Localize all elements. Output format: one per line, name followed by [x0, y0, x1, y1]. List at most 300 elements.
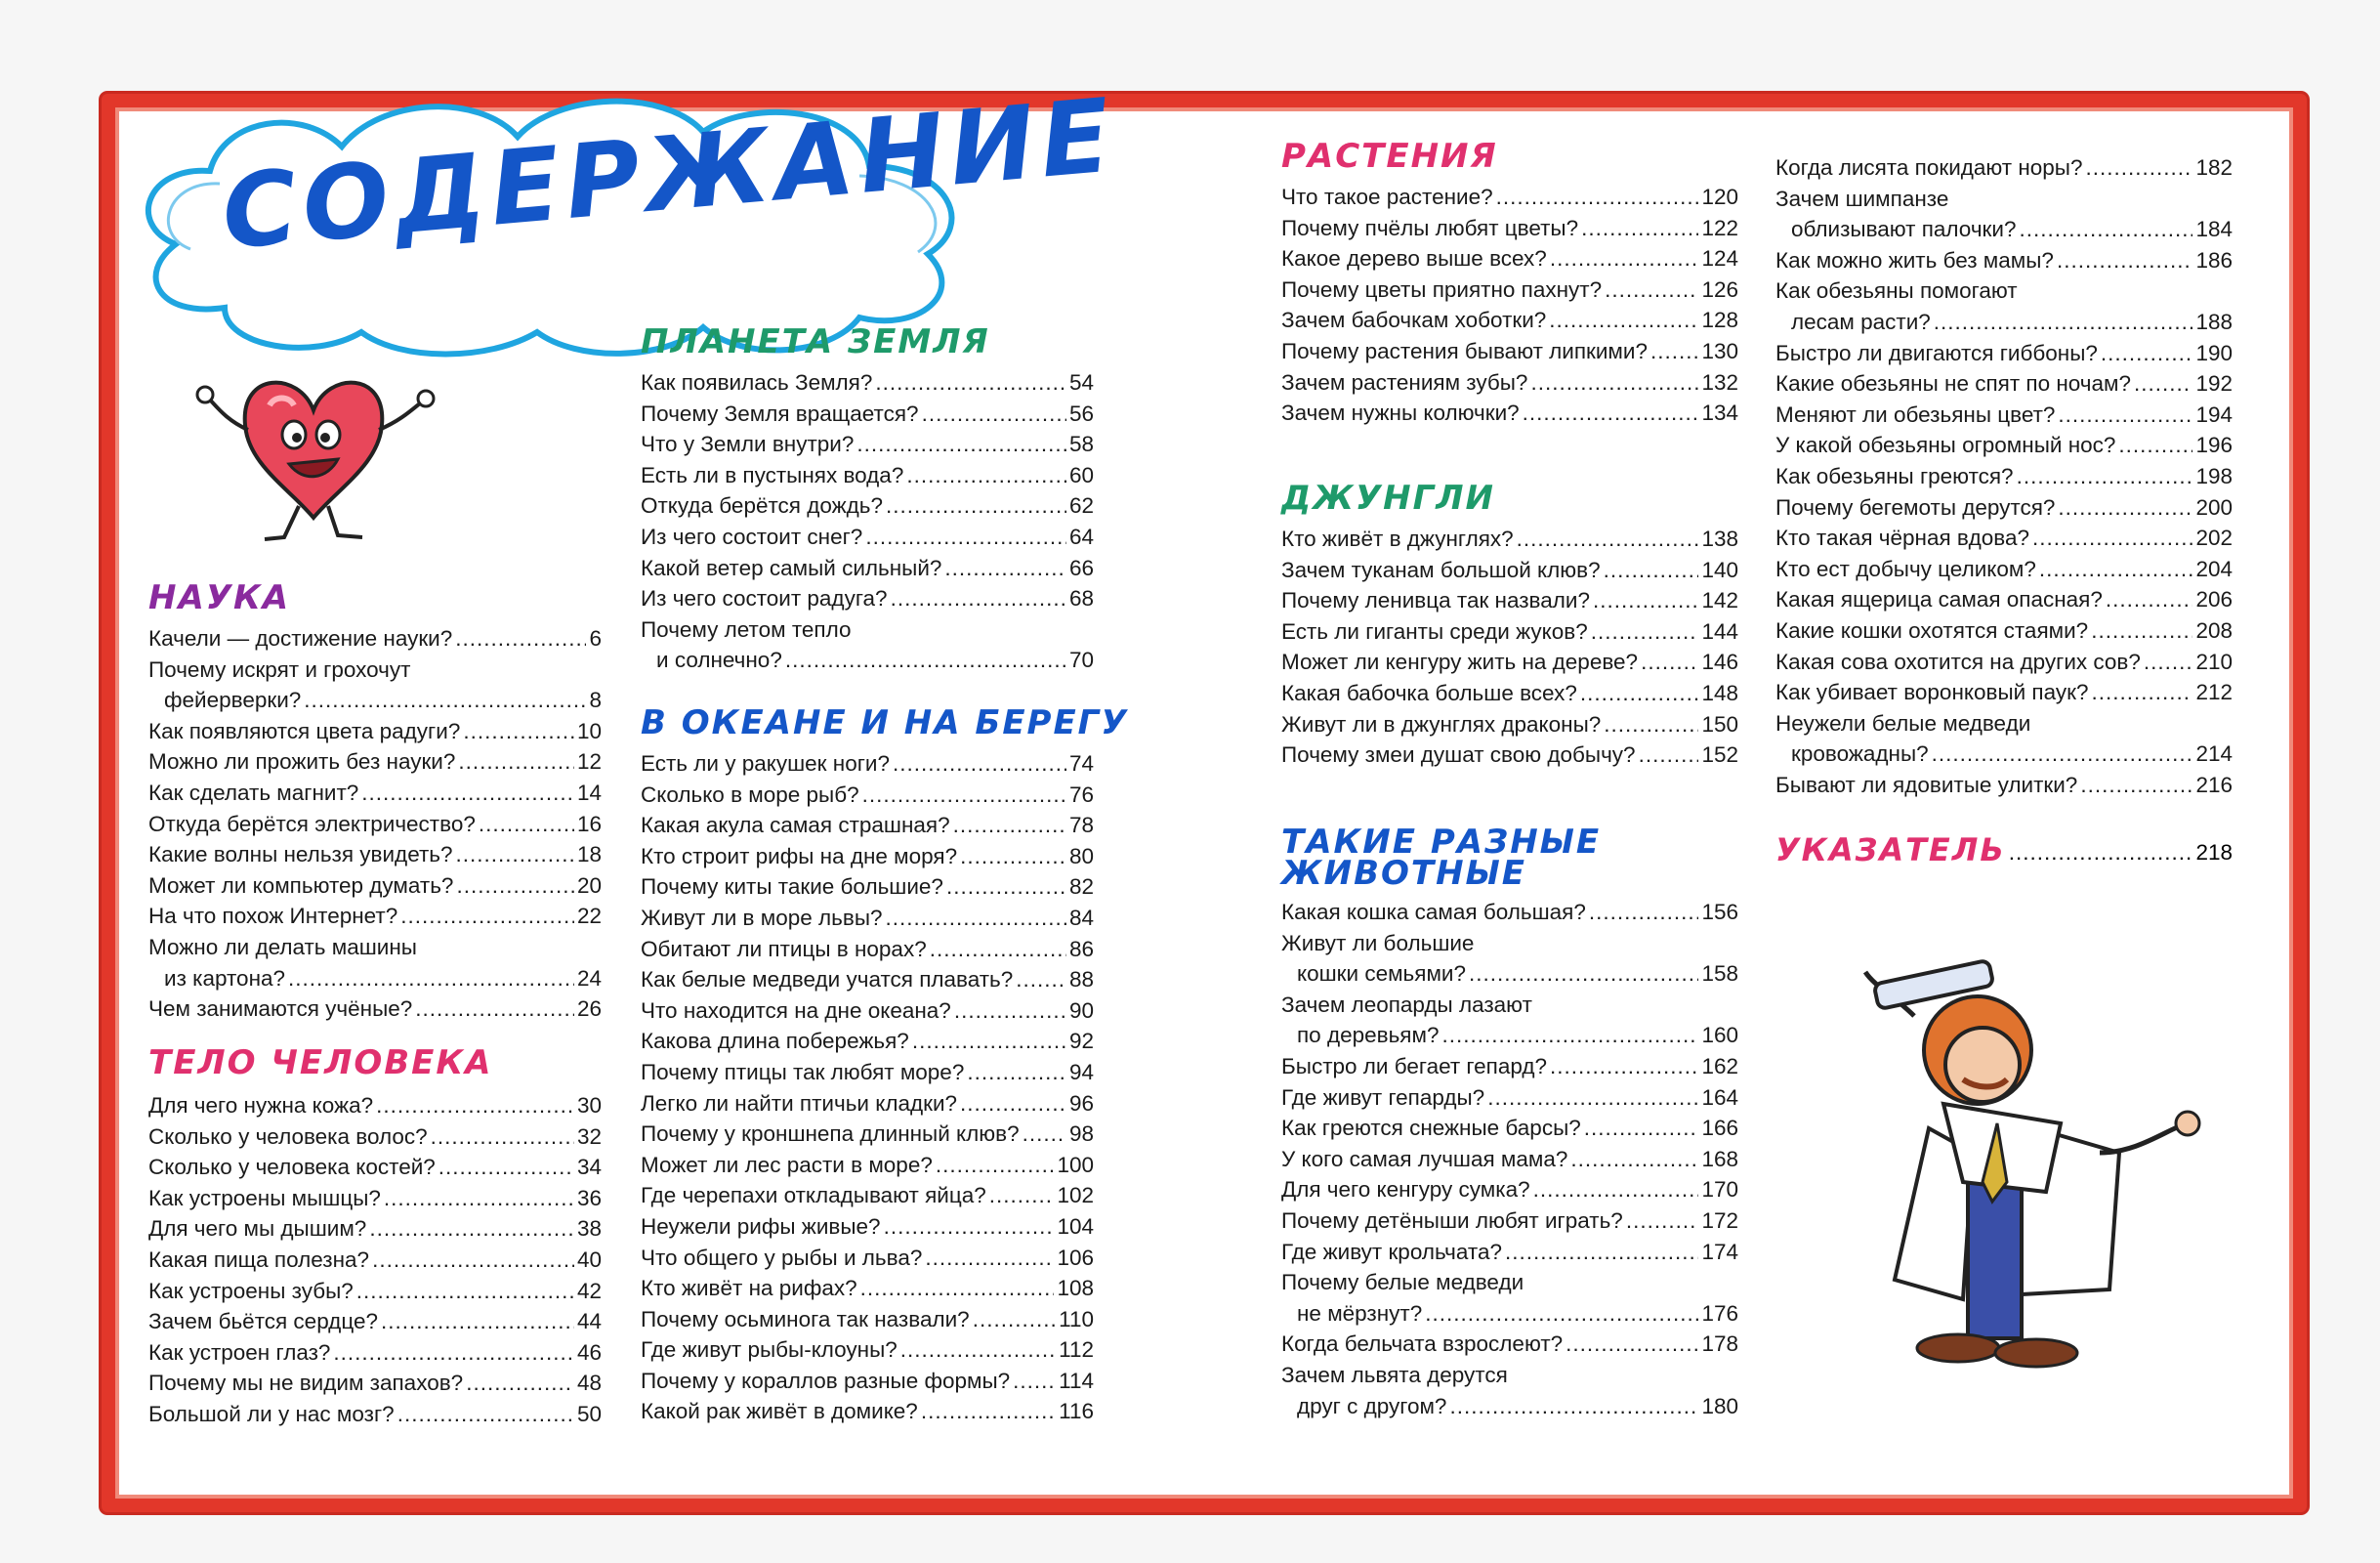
toc-entry-page: 22 — [576, 904, 602, 929]
toc-entry — [641, 429, 1094, 460]
toc-entry-title: Как появляются цвета радуги? — [148, 718, 461, 743]
toc-entry-title: Что общего у рыбы и льва? — [641, 1245, 923, 1270]
leader-dots — [862, 780, 1066, 811]
leader-dots — [1932, 739, 2193, 770]
toc-entry-title: Откуда берётся электричество? — [148, 811, 476, 836]
toc-entry-title: друг с другом? — [1297, 1393, 1447, 1418]
toc-list-rasteniya — [1281, 182, 1738, 429]
toc-entry — [148, 809, 602, 840]
toc-entry — [1775, 214, 2233, 245]
toc-entry — [1281, 1144, 1738, 1175]
toc-entry — [1281, 305, 1738, 336]
toc-entry-page: 152 — [1701, 742, 1738, 768]
leader-dots — [1441, 1020, 1698, 1051]
toc-entry-page: 90 — [1068, 997, 1094, 1023]
toc-entry-title: Зачем нужны колючки? — [1281, 401, 1520, 426]
toc-entry-page: 64 — [1068, 524, 1094, 549]
leader-dots — [2134, 368, 2192, 400]
toc-entry-line1: Зачем львята дерутся — [1281, 1362, 1508, 1387]
leader-dots — [479, 809, 574, 840]
leader-dots — [1550, 1051, 1698, 1082]
toc-entry-line1: Как обезьяны помогают — [1775, 278, 2018, 304]
toc-entry-title: У какой обезьяны огромный нос? — [1775, 433, 2116, 458]
leader-dots — [960, 1088, 1066, 1119]
toc-list-nauka — [148, 623, 602, 1025]
toc-entry-page: 130 — [1701, 338, 1738, 363]
leader-dots — [936, 1150, 1055, 1181]
toc-entry — [641, 583, 1094, 614]
toc-entry — [1775, 338, 2233, 369]
toc-entry-title: Может ли лес расти в море? — [641, 1152, 933, 1177]
toc-entry-title: лесам расти? — [1791, 309, 1931, 334]
toc-entry-page: 68 — [1068, 586, 1094, 612]
leader-dots — [2091, 615, 2192, 647]
toc-entry — [1775, 770, 2233, 801]
toc-entry — [148, 1368, 602, 1399]
toc-entry-title: Почему растения бывают липкими? — [1281, 338, 1648, 363]
toc-entry-title: Сколько в море рыб? — [641, 782, 859, 807]
toc-entry-page: 168 — [1701, 1146, 1738, 1171]
toc-entry — [148, 1399, 602, 1430]
toc-entry-page: 124 — [1701, 246, 1738, 272]
toc-entry-title: Как белые медведи учатся плавать? — [641, 967, 1014, 993]
leader-dots — [856, 429, 1066, 460]
toc-entry-page: 180 — [1701, 1393, 1738, 1418]
toc-entry-title: Какие кошки охотятся стаями? — [1775, 617, 2089, 643]
toc-entry-title: Что такое растение? — [1281, 185, 1493, 209]
toc-entry-line1: Зачем шимпанзе — [1775, 186, 1949, 211]
toc-entry-title: Кто такая чёрная вдова? — [1775, 526, 2029, 551]
toc-entry-page: 92 — [1068, 1029, 1094, 1054]
section-heading-telo: ТЕЛО ЧЕЛОВЕКА — [148, 1043, 493, 1082]
toc-entry — [641, 1088, 1094, 1119]
leader-dots — [1530, 367, 1698, 399]
toc-entry-page: 82 — [1068, 874, 1094, 900]
leader-dots — [922, 399, 1066, 430]
toc-entry-title: облизывают палочки? — [1791, 217, 2017, 242]
leader-dots — [1584, 1113, 1699, 1144]
toc-entry — [641, 399, 1094, 430]
leader-dots — [860, 1273, 1055, 1304]
toc-entry-title: Можно ли прожить без науки? — [148, 749, 456, 775]
leader-dots — [458, 746, 574, 778]
toc-entry — [148, 1337, 602, 1369]
toc-entry — [148, 1121, 602, 1153]
toc-entry-title: Что находится на дне океана? — [641, 997, 951, 1023]
toc-entry-title: Когда бельчата взрослеют? — [1281, 1331, 1564, 1357]
toc-entry-line1: Живут ли большие — [1281, 930, 1475, 955]
leader-dots — [989, 1180, 1055, 1211]
toc-entry — [148, 901, 602, 932]
toc-entry-page: 212 — [2195, 680, 2233, 705]
toc-entry — [1775, 677, 2233, 708]
leader-dots — [884, 1211, 1055, 1243]
toc-entry-title: Как устроен глаз? — [148, 1339, 331, 1365]
toc-entry-page: 198 — [2195, 463, 2233, 488]
toc-entry-title: Есть ли гиганты среди жуков? — [1281, 618, 1588, 644]
toc-entry-page: 162 — [1701, 1053, 1738, 1078]
section-heading-zhivotnye-line1: ТАКИЕ РАЗНЫЕ — [1281, 823, 1602, 862]
toc-entry — [148, 685, 602, 716]
leader-dots — [900, 1334, 1056, 1366]
leader-dots — [466, 1368, 574, 1399]
toc-entry — [1775, 368, 2233, 400]
leader-dots — [356, 1276, 574, 1307]
leader-dots — [2118, 430, 2192, 461]
toc-entry-title: Меняют ли обезьяны цвет? — [1775, 401, 2056, 427]
toc-entry — [641, 1180, 1094, 1211]
toc-entry — [1281, 1082, 1738, 1114]
toc-entry-title: Кто живёт на рифах? — [641, 1276, 857, 1301]
toc-entry-title: фейерверки? — [164, 688, 302, 713]
toc-entry — [641, 841, 1094, 872]
toc-entry — [1281, 1391, 1738, 1422]
toc-entry-page: 142 — [1701, 588, 1738, 613]
toc-entry-title: Зачем туканам большой клюв? — [1281, 557, 1601, 582]
toc-entry-title: Почему ленивца так назвали? — [1281, 588, 1590, 613]
toc-entry — [1281, 213, 1738, 244]
leader-dots — [1013, 1366, 1056, 1397]
toc-entry-title: Где черепахи откладывают яйца? — [641, 1183, 986, 1208]
toc-entry-title: Почему осьминога так назвали? — [641, 1306, 970, 1331]
toc-entry-title: Как обезьяны греются? — [1775, 463, 2014, 488]
toc-entry-title: Качели — достижение науки? — [148, 626, 453, 651]
toc-entry — [148, 1245, 602, 1276]
toc-list-planeta — [641, 367, 1094, 676]
leader-dots — [372, 1245, 574, 1276]
leader-dots — [912, 1026, 1066, 1057]
toc-entry-line1: Зачем леопарды лазают — [1281, 992, 1532, 1017]
toc-entry-title: Какой ветер самый сильный? — [641, 555, 942, 580]
leader-dots — [1517, 524, 1699, 555]
leader-dots — [2032, 523, 2192, 554]
toc-entry-page: 44 — [576, 1309, 602, 1334]
toc-entry — [148, 1306, 602, 1337]
toc-entry — [641, 780, 1094, 811]
leader-dots — [1023, 1119, 1066, 1150]
leader-dots — [2080, 770, 2192, 801]
toc-entry — [641, 367, 1094, 399]
toc-entry — [641, 645, 1094, 676]
toc-entry-title: Где живут крольчата? — [1281, 1239, 1502, 1264]
toc-entry — [641, 1366, 1094, 1397]
toc-entry-title: Может ли компьютер думать? — [148, 872, 454, 898]
toc-entry — [641, 1243, 1094, 1274]
toc-entry — [641, 903, 1094, 934]
toc-entry — [1775, 647, 2233, 678]
leader-dots — [1016, 964, 1066, 995]
toc-entry — [1281, 647, 1738, 678]
leader-dots — [1449, 1391, 1698, 1422]
leader-dots — [1496, 182, 1699, 213]
toc-entry — [641, 1150, 1094, 1181]
leader-dots — [1604, 555, 1699, 586]
toc-entry-title: Почему пчёлы любят цветы? — [1281, 215, 1579, 240]
toc-entry-title: Как можно жить без мамы? — [1775, 247, 2054, 273]
leader-dots — [415, 993, 574, 1025]
toc-entry — [641, 553, 1094, 584]
toc-entry — [1281, 275, 1738, 306]
toc-entry — [148, 623, 602, 655]
toc-entry — [148, 1152, 602, 1183]
leader-dots — [2058, 400, 2192, 431]
toc-entry-line1: Почему искрят и грохочут — [148, 656, 411, 682]
toc-entry — [641, 1304, 1094, 1335]
leader-dots — [1566, 1329, 1698, 1360]
toc-entry-page: 178 — [1701, 1331, 1738, 1357]
toc-entry — [148, 746, 602, 778]
toc-entry — [1281, 709, 1738, 740]
toc-entry — [148, 839, 602, 870]
leader-dots — [1469, 958, 1698, 990]
toc-entry-title: Где живут рыбы-клоуны? — [641, 1337, 898, 1363]
toc-list-telo — [148, 1090, 602, 1430]
leader-dots — [2058, 492, 2192, 524]
toc-entry-title: Сколько у человека волос? — [148, 1123, 428, 1149]
section-heading-rasteniya: РАСТЕНИЯ — [1281, 137, 1498, 176]
toc-entry-title: Почему мы не видим запахов? — [148, 1371, 464, 1396]
toc-list-zhivotnye — [1281, 897, 1738, 1421]
toc-list-dzhungli — [1281, 524, 1738, 771]
toc-entry-page: 204 — [2195, 556, 2233, 581]
toc-index-row — [1775, 828, 2233, 867]
toc-entry-title: Откуда берётся дождь? — [641, 493, 884, 519]
toc-entry-page: 206 — [2195, 587, 2233, 613]
toc-entry-page: 106 — [1057, 1245, 1094, 1270]
toc-entry — [641, 1334, 1094, 1366]
toc-entry-title: Какая ящерица самая опасная? — [1775, 587, 2103, 613]
toc-entry-title: Кто ест добычу целиком? — [1775, 556, 2036, 581]
toc-entry-page: 150 — [1701, 711, 1738, 737]
toc-entry — [641, 490, 1094, 522]
toc-entry-title: Чем занимаются учёные? — [148, 996, 413, 1022]
leader-dots — [2009, 838, 2193, 867]
toc-entry — [641, 995, 1094, 1027]
leader-dots — [1581, 213, 1698, 244]
leader-dots — [865, 522, 1066, 553]
toc-entry-page: 170 — [1701, 1177, 1738, 1203]
leader-dots — [2091, 677, 2192, 708]
toc-entry-page: 146 — [1701, 650, 1738, 675]
toc-entry — [1775, 584, 2233, 615]
leader-dots — [456, 839, 574, 870]
leader-dots — [946, 871, 1066, 903]
toc-entry — [1775, 739, 2233, 770]
section-heading-dzhungli: ДЖУНГЛИ — [1281, 479, 1495, 518]
toc-entry-title: Когда лисята покидают норы? — [1775, 155, 2083, 180]
toc-entry — [148, 1276, 602, 1307]
leader-dots — [288, 963, 574, 994]
leader-dots — [2039, 554, 2193, 585]
toc-entry — [148, 778, 602, 809]
leader-dots — [1533, 1174, 1699, 1205]
leader-dots — [1550, 243, 1699, 275]
toc-entry — [148, 1213, 602, 1245]
leader-dots — [1604, 709, 1698, 740]
section-heading-nauka: НАУКА — [148, 578, 291, 617]
toc-entry — [1281, 1051, 1738, 1082]
toc-entry — [1775, 307, 2233, 338]
toc-list-okean — [641, 748, 1094, 1427]
toc-entry-title: У кого самая лучшая мама? — [1281, 1146, 1568, 1171]
toc-entry-page: 140 — [1701, 557, 1738, 582]
toc-entry — [1281, 1329, 1738, 1360]
toc-entry-page: 174 — [1701, 1239, 1738, 1264]
toc-entry-title: Как устроены мышцы? — [148, 1185, 381, 1210]
leader-dots — [891, 583, 1066, 614]
toc-entry-page: 184 — [2195, 217, 2233, 242]
toc-entry-title: Где живут гепарды? — [1281, 1084, 1485, 1110]
toc-entry-title: Есть ли в пустынях вода? — [641, 462, 904, 487]
toc-entry-title: Какая бабочка больше всех? — [1281, 680, 1577, 705]
toc-entry-page: 200 — [2195, 494, 2233, 520]
toc-entry — [1281, 367, 1738, 399]
toc-entry-title: Почему бегемоты дерутся? — [1775, 494, 2056, 520]
leader-dots — [960, 841, 1066, 872]
leader-dots — [369, 1213, 574, 1245]
toc-entry-title: Какая кошка самая большая? — [1281, 900, 1586, 924]
toc-entry-line1: Почему белые медведи — [1281, 1270, 1524, 1295]
leader-dots — [1934, 307, 2193, 338]
leader-dots — [953, 810, 1066, 841]
toc-entry-page: 32 — [576, 1123, 602, 1149]
toc-entry-page: 80 — [1068, 843, 1094, 868]
toc-entry-page: 156 — [1701, 900, 1738, 924]
toc-entry-page: 54 — [1068, 370, 1094, 395]
toc-entry-title: Быстро ли бегает гепард? — [1281, 1053, 1547, 1078]
toc-entry-title: Кто строит рифы на дне моря? — [641, 843, 958, 868]
toc-list-zhivotnye-continued — [1775, 152, 2233, 800]
index-page-number: 218 — [2195, 840, 2233, 865]
toc-entry-title: Какой рак живёт в домике? — [641, 1399, 918, 1424]
leader-dots — [886, 490, 1066, 522]
toc-entry-page: 160 — [1701, 1023, 1738, 1048]
leader-dots — [304, 685, 586, 716]
toc-entry-title: Как сделать магнит? — [148, 780, 359, 805]
toc-entry-page: 18 — [576, 842, 602, 867]
toc-entry-page: 186 — [2195, 247, 2233, 273]
toc-entry-page: 122 — [1701, 215, 1738, 240]
toc-entry-page: 94 — [1068, 1059, 1094, 1084]
leader-dots — [438, 1152, 574, 1183]
toc-entry — [641, 460, 1094, 491]
toc-entry-title: Как убивает воронковый паук? — [1775, 680, 2089, 705]
leader-dots — [967, 1057, 1066, 1088]
leader-dots — [973, 1304, 1056, 1335]
toc-entry-page: 76 — [1068, 782, 1094, 807]
leader-dots — [921, 1396, 1056, 1427]
leader-dots — [925, 1243, 1054, 1274]
toc-entry-title: Сколько у человека костей? — [148, 1155, 436, 1180]
leader-dots — [1580, 678, 1699, 709]
toc-entry-title: Для чего кенгуру сумка? — [1281, 1177, 1530, 1203]
leader-dots — [456, 870, 574, 902]
leader-dots — [400, 901, 574, 932]
toc-entry-page: 172 — [1701, 1207, 1738, 1233]
toc-entry — [641, 934, 1094, 965]
toc-entry-title: Как появилась Земля? — [641, 370, 873, 395]
leader-dots — [397, 1399, 574, 1430]
toc-entry-title: Неужели рифы живые? — [641, 1213, 881, 1239]
toc-entry — [1281, 616, 1738, 648]
toc-entry-page: 190 — [2195, 340, 2233, 365]
leader-dots — [944, 553, 1066, 584]
toc-entry — [641, 1396, 1094, 1427]
leader-dots — [875, 367, 1066, 399]
section-heading-planeta: ПЛАНЕТА ЗЕМЛЯ — [641, 322, 990, 361]
toc-entry-page: 14 — [576, 780, 602, 805]
toc-entry-page: 100 — [1057, 1152, 1094, 1177]
section-heading-ukazatel: УКАЗАТЕЛЬ — [1775, 831, 2006, 868]
toc-entry-page: 182 — [2195, 155, 2233, 180]
toc-entry-title: Почему цветы приятно пахнут? — [1281, 276, 1603, 302]
toc-entry-title: Какая пища полезна? — [148, 1246, 370, 1272]
leader-dots — [361, 778, 574, 809]
toc-entry-page: 88 — [1068, 967, 1094, 993]
toc-entry-page: 36 — [576, 1185, 602, 1210]
toc-entry-page: 120 — [1701, 185, 1738, 209]
leader-dots — [1605, 275, 1698, 306]
leader-dots — [2017, 461, 2193, 492]
leader-dots — [463, 716, 574, 747]
toc-entry — [1775, 492, 2233, 524]
toc-entry — [1281, 1174, 1738, 1205]
toc-entry — [1775, 615, 2233, 647]
toc-entry-title: Для чего нужна кожа? — [148, 1093, 374, 1118]
toc-entry-title: Для чего мы дышим? — [148, 1216, 367, 1242]
toc-entry-page: 98 — [1068, 1121, 1094, 1147]
leader-dots — [1570, 1144, 1698, 1175]
leader-dots — [1523, 398, 1699, 429]
toc-entry-page: 176 — [1701, 1300, 1738, 1326]
toc-entry — [641, 1057, 1094, 1088]
leader-dots — [2057, 245, 2193, 276]
toc-entry-page: 188 — [2195, 309, 2233, 334]
toc-entry-page: 60 — [1068, 462, 1094, 487]
toc-entry-title: Какие волны нельзя увидеть? — [148, 842, 453, 867]
toc-entry-page: 8 — [589, 688, 602, 713]
toc-entry-page: 84 — [1068, 905, 1094, 930]
toc-entry-title: Почему у кроншнепа длинный клюв? — [641, 1121, 1020, 1147]
leader-dots — [1593, 585, 1698, 616]
leader-dots — [785, 645, 1066, 676]
toc-entry-page: 10 — [576, 718, 602, 743]
toc-entry-page: 194 — [2195, 401, 2233, 427]
toc-entry-page: 20 — [576, 872, 602, 898]
toc-entry-title: Легко ли найти птичьи кладки? — [641, 1090, 958, 1116]
toc-entry-title: Обитают ли птицы в норах? — [641, 936, 927, 961]
toc-entry-title: Из чего состоит радуга? — [641, 586, 888, 612]
toc-entry-title: Какое дерево выше всех? — [1281, 246, 1547, 272]
toc-entry — [641, 1273, 1094, 1304]
leader-dots — [431, 1121, 574, 1153]
toc-entry-page: 208 — [2195, 617, 2233, 643]
toc-entry — [641, 748, 1094, 780]
toc-entry-title: На что похож Интернет? — [148, 904, 398, 929]
toc-entry — [1281, 897, 1738, 928]
toc-entry — [148, 963, 602, 994]
leader-dots — [1549, 305, 1698, 336]
toc-entry-title: Живут ли в море львы? — [641, 905, 883, 930]
toc-entry — [148, 1183, 602, 1214]
toc-entry-page: 108 — [1057, 1276, 1094, 1301]
toc-entry-title: Бывают ли ядовитые улитки? — [1775, 772, 2078, 797]
toc-entry-title: Какова длина побережья? — [641, 1029, 909, 1054]
toc-entry — [148, 1090, 602, 1121]
toc-entry-title: кошки семьями? — [1297, 961, 1467, 987]
toc-entry-title: кровожадны? — [1791, 741, 1929, 767]
leader-dots — [906, 460, 1066, 491]
